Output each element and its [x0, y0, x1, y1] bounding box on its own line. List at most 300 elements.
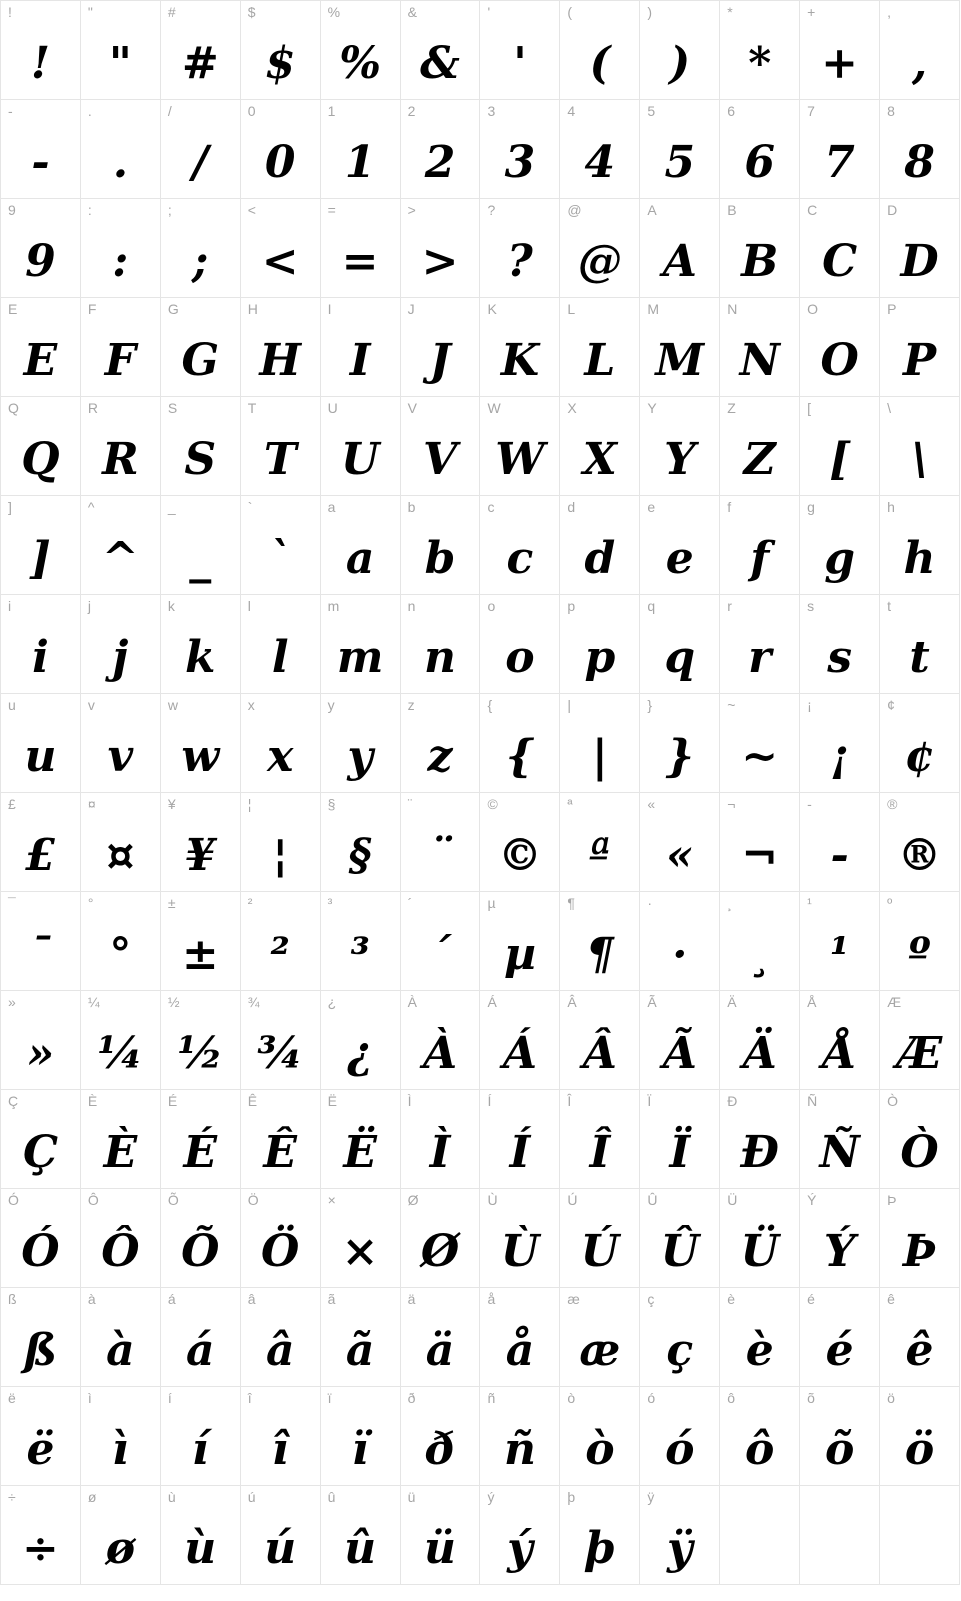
glyph-preview: _ — [189, 533, 212, 584]
glyph-cell — [560, 1288, 640, 1387]
glyph-preview: S — [184, 434, 217, 485]
glyph-preview: { — [505, 731, 535, 782]
glyph-cell-label: Ô — [87, 1192, 99, 1208]
glyph-cell-label: ß — [8, 1291, 17, 1307]
glyph-preview: â — [265, 1325, 295, 1376]
glyph-cell-label: ô — [727, 1390, 736, 1406]
glyph-preview: | — [591, 731, 608, 782]
glyph-cell — [880, 595, 960, 694]
glyph-cell-label: ) — [647, 4, 652, 20]
glyph-preview: ¹ — [829, 929, 850, 980]
glyph-cell-label: ( — [567, 4, 573, 20]
glyph-preview: % — [339, 38, 382, 89]
glyph-cell-label: Ë — [327, 1093, 337, 1109]
glyph-cell — [560, 199, 640, 298]
glyph-preview: k — [185, 632, 216, 683]
glyph-cell — [880, 1, 960, 100]
glyph-cell — [1, 793, 81, 892]
glyph-cell-label: ¨ — [407, 796, 413, 812]
glyph-preview: ¿ — [347, 1028, 373, 1079]
glyph-preview: ? — [507, 236, 533, 287]
glyph-cell — [720, 595, 800, 694]
glyph-cell-label: ' — [487, 4, 491, 20]
glyph-preview: F — [104, 335, 136, 386]
glyph-preview: ³ — [350, 929, 370, 980]
glyph-cell — [720, 298, 800, 397]
glyph-cell-label: º — [887, 895, 893, 911]
glyph-cell — [401, 1, 481, 100]
glyph-preview: Î — [589, 1127, 611, 1178]
glyph-cell — [800, 100, 880, 199]
glyph-cell — [880, 892, 960, 991]
glyph-cell — [880, 991, 960, 1090]
glyph-preview: \ — [911, 434, 928, 485]
glyph-cell — [880, 1486, 960, 1585]
glyph-cell-label: Ç — [8, 1093, 19, 1109]
glyph-cell — [81, 595, 161, 694]
glyph-preview: × — [341, 1226, 379, 1277]
glyph-preview: ! — [30, 38, 51, 89]
glyph-cell-label: V — [407, 400, 417, 416]
glyph-cell-label: 4 — [567, 103, 576, 119]
glyph-cell — [81, 1189, 161, 1288]
glyph-preview: Õ — [181, 1226, 220, 1277]
glyph-cell-label: q — [647, 598, 656, 614]
glyph-preview: ª — [589, 830, 611, 881]
glyph-preview: z — [427, 731, 453, 782]
glyph-cell-label: µ — [487, 895, 496, 911]
glyph-cell — [161, 100, 241, 199]
glyph-cell — [560, 1486, 640, 1585]
glyph-preview: ¢ — [904, 731, 935, 782]
glyph-cell-label: k — [167, 598, 175, 614]
glyph-cell-label: Í — [487, 1093, 492, 1109]
glyph-cell-label: + — [807, 4, 816, 20]
glyph-cell — [720, 694, 800, 793]
glyph-cell-label: Å — [807, 994, 817, 1010]
glyph-cell-label: ¥ — [167, 796, 176, 812]
glyph-cell — [480, 199, 560, 298]
glyph-preview: = — [341, 236, 379, 287]
glyph-cell — [480, 397, 560, 496]
glyph-cell — [800, 298, 880, 397]
glyph-preview: Ï — [669, 1127, 691, 1178]
glyph-preview: ã — [345, 1325, 375, 1376]
glyph-cell — [880, 694, 960, 793]
glyph-cell — [81, 1090, 161, 1189]
glyph-cell — [640, 1486, 720, 1585]
glyph-cell-label: à — [87, 1291, 96, 1307]
glyph-cell — [81, 892, 161, 991]
glyph-cell — [1, 1090, 81, 1189]
glyph-cell-label: ] — [8, 499, 12, 515]
glyph-cell-label: á — [167, 1291, 176, 1307]
glyph-cell-label: ñ — [487, 1390, 496, 1406]
glyph-cell-label: } — [647, 697, 653, 713]
glyph-cell-label: Ú — [567, 1192, 578, 1208]
glyph-preview: g — [824, 533, 855, 584]
glyph-cell — [880, 496, 960, 595]
glyph-cell-label: ý — [487, 1489, 495, 1505]
glyph-preview: J — [429, 335, 451, 386]
glyph-cell — [720, 793, 800, 892]
glyph-cell-label: O — [807, 301, 819, 317]
glyph-preview: K — [500, 335, 540, 386]
glyph-cell-label: ò — [567, 1390, 576, 1406]
glyph-cell-label: § — [327, 796, 336, 812]
glyph-cell-label: é — [807, 1291, 815, 1307]
glyph-cell — [720, 1, 800, 100]
glyph-preview: þ — [584, 1523, 616, 1574]
glyph-cell-label: È — [87, 1093, 98, 1109]
glyph-preview: O — [820, 335, 859, 386]
glyph-preview: Q — [21, 434, 60, 485]
glyph-preview: ¬ — [741, 830, 779, 881]
glyph-cell — [560, 1387, 640, 1486]
glyph-cell-label: Ò — [887, 1093, 898, 1109]
glyph-cell-label: Ø — [407, 1192, 419, 1208]
glyph-preview: Ô — [101, 1226, 140, 1277]
glyph-preview: / — [192, 137, 209, 188]
glyph-cell — [1, 1, 81, 100]
glyph-preview: Ã — [662, 1028, 697, 1079]
glyph-cell — [880, 1387, 960, 1486]
glyph-cell — [480, 1090, 560, 1189]
glyph-cell-label: 6 — [727, 103, 736, 119]
glyph-cell-label: " — [87, 4, 93, 20]
glyph-preview: W — [495, 434, 545, 485]
glyph-preview: ) — [669, 38, 691, 89]
glyph-cell-label: Ê — [247, 1093, 258, 1109]
glyph-cell — [1, 1486, 81, 1585]
glyph-cell — [401, 694, 481, 793]
glyph-preview: ¤ — [106, 830, 135, 881]
glyph-cell-label: Y — [647, 400, 657, 416]
glyph-preview: . — [112, 137, 129, 188]
glyph-cell — [480, 595, 560, 694]
glyph-cell-label: ¬ — [727, 796, 736, 812]
glyph-cell — [720, 1090, 800, 1189]
glyph-preview: è — [745, 1325, 774, 1376]
glyph-cell — [161, 1189, 241, 1288]
glyph-preview: m — [336, 632, 384, 683]
glyph-cell — [321, 1387, 401, 1486]
glyph-preview: í — [191, 1424, 209, 1475]
glyph-cell — [241, 397, 321, 496]
glyph-preview: a — [345, 533, 375, 584]
glyph-cell — [720, 1189, 800, 1288]
glyph-preview: A — [662, 236, 697, 287]
glyph-preview: Â — [582, 1028, 617, 1079]
glyph-cell-label: j — [87, 598, 92, 614]
glyph-preview: 1 — [344, 137, 376, 188]
glyph-preview: Ð — [740, 1127, 779, 1178]
glyph-preview: Ñ — [819, 1127, 860, 1178]
glyph-cell — [401, 892, 481, 991]
glyph-preview: U — [340, 434, 380, 485]
glyph-preview: ( — [589, 38, 611, 89]
glyph-cell — [480, 1, 560, 100]
glyph-preview: ê — [905, 1325, 934, 1376]
glyph-preview: ù — [184, 1523, 217, 1574]
glyph-preview: È — [103, 1127, 138, 1178]
glyph-preview: Y — [664, 434, 696, 485]
glyph-cell-label: è — [727, 1291, 736, 1307]
glyph-preview: Í — [509, 1127, 531, 1178]
glyph-cell-label: i — [8, 598, 12, 614]
glyph-preview: < — [261, 236, 299, 287]
glyph-cell — [241, 793, 321, 892]
glyph-cell — [81, 694, 161, 793]
glyph-preview: ò — [585, 1424, 615, 1475]
glyph-cell — [560, 595, 640, 694]
glyph-preview: B — [741, 236, 779, 287]
glyph-cell-label: n — [407, 598, 416, 614]
glyph-cell-label: G — [167, 301, 179, 317]
glyph-preview: C — [822, 236, 858, 287]
glyph-preview: µ — [503, 929, 537, 980]
glyph-preview: o — [505, 632, 535, 683]
glyph-cell-label: ë — [8, 1390, 16, 1406]
glyph-preview: Ø — [420, 1226, 460, 1277]
glyph-cell-label: ä — [407, 1291, 416, 1307]
glyph-cell-label: Ó — [8, 1192, 19, 1208]
glyph-cell — [241, 1189, 321, 1288]
glyph-preview: Ç — [22, 1127, 58, 1178]
glyph-preview: ~ — [741, 731, 779, 782]
glyph-cell-label: c — [487, 499, 495, 515]
glyph-preview: Ö — [261, 1226, 300, 1277]
glyph-cell-label: ° — [87, 895, 94, 911]
glyph-preview: j — [112, 632, 129, 683]
glyph-cell — [880, 199, 960, 298]
glyph-preview: å — [505, 1325, 535, 1376]
glyph-preview: Ù — [500, 1226, 540, 1277]
glyph-cell-label: a — [327, 499, 336, 515]
glyph-preview: - — [830, 830, 849, 881]
glyph-cell — [321, 793, 401, 892]
glyph-cell-label: m — [327, 598, 340, 614]
glyph-preview: ð — [425, 1424, 455, 1475]
glyph-cell-label: ã — [327, 1291, 336, 1307]
glyph-preview: ¸ — [748, 929, 771, 980]
glyph-cell-label: Â — [567, 994, 577, 1010]
glyph-preview: É — [183, 1127, 218, 1178]
glyph-cell — [880, 1189, 960, 1288]
glyph-preview: ú — [264, 1523, 297, 1574]
glyph-preview: ^ — [101, 533, 139, 584]
glyph-cell — [161, 199, 241, 298]
glyph-cell-label: ¼ — [87, 994, 100, 1010]
glyph-preview: 6 — [744, 137, 775, 188]
glyph-cell — [401, 298, 481, 397]
glyph-cell-label: & — [407, 4, 417, 20]
glyph-cell-label: ª — [567, 796, 573, 812]
glyph-cell-label: · — [647, 895, 652, 911]
glyph-preview: ü — [424, 1523, 457, 1574]
glyph-cell-label: w — [167, 697, 178, 713]
glyph-cell — [1, 199, 81, 298]
glyph-preview: p — [584, 632, 616, 683]
glyph-cell — [321, 199, 401, 298]
glyph-preview: à — [106, 1325, 135, 1376]
glyph-cell-label: ¯ — [8, 895, 16, 911]
glyph-preview: c — [506, 533, 534, 584]
glyph-cell-label: e — [647, 499, 656, 515]
glyph-preview: 3 — [504, 137, 536, 188]
glyph-preview: G — [181, 335, 220, 386]
glyph-cell — [241, 1486, 321, 1585]
glyph-cell — [401, 1486, 481, 1585]
glyph-cell — [401, 397, 481, 496]
glyph-cell — [401, 595, 481, 694]
glyph-cell-label: ð — [407, 1390, 416, 1406]
glyph-cell — [560, 496, 640, 595]
glyph-cell-label: û — [327, 1489, 336, 1505]
glyph-cell-label: Ù — [487, 1192, 498, 1208]
glyph-preview: Æ — [896, 1028, 943, 1079]
glyph-cell — [640, 199, 720, 298]
glyph-cell — [401, 1090, 481, 1189]
glyph-cell — [1, 1288, 81, 1387]
glyph-cell-label: x — [247, 697, 255, 713]
glyph-cell — [560, 1189, 640, 1288]
glyph-cell-label: K — [487, 301, 497, 317]
glyph-cell-label: ê — [887, 1291, 895, 1307]
glyph-cell-label: ¹ — [807, 895, 812, 911]
glyph-cell — [640, 892, 720, 991]
glyph-preview: ` — [269, 533, 292, 584]
glyph-preview: + — [821, 38, 859, 89]
glyph-cell — [161, 1486, 241, 1585]
glyph-cell — [560, 1, 640, 100]
glyph-cell — [81, 1, 161, 100]
glyph-cell-label: ¿ — [327, 994, 337, 1010]
glyph-cell-label: s — [807, 598, 815, 614]
glyph-cell-label: Ï — [647, 1093, 652, 1109]
glyph-preview: æ — [579, 1325, 621, 1376]
glyph-preview: ° — [109, 929, 132, 980]
glyph-cell-label: = — [327, 202, 336, 218]
glyph-cell — [1, 1189, 81, 1288]
glyph-cell — [321, 1, 401, 100]
glyph-cell — [161, 694, 241, 793]
glyph-preview: ô — [745, 1424, 775, 1475]
glyph-cell-label: ² — [247, 895, 253, 911]
glyph-cell-label: [ — [807, 400, 812, 416]
glyph-preview: ¨ — [429, 830, 452, 881]
glyph-preview: Å — [822, 1028, 857, 1079]
glyph-preview: $ — [264, 38, 296, 89]
glyph-cell — [560, 694, 640, 793]
glyph-cell — [321, 694, 401, 793]
glyph-cell — [401, 199, 481, 298]
glyph-cell-label: S — [167, 400, 178, 416]
glyph-cell — [880, 1090, 960, 1189]
glyph-cell — [241, 1288, 321, 1387]
glyph-cell — [81, 397, 161, 496]
glyph-cell-label: ½ — [167, 994, 180, 1010]
glyph-preview: Ä — [742, 1028, 777, 1079]
glyph-cell — [321, 397, 401, 496]
glyph-cell — [480, 892, 560, 991]
glyph-cell — [720, 892, 800, 991]
glyph-cell — [720, 100, 800, 199]
glyph-cell-label: H — [247, 301, 258, 317]
glyph-cell-label: ÿ — [647, 1489, 655, 1505]
glyph-cell — [321, 1288, 401, 1387]
glyph-cell-label: 9 — [8, 202, 16, 218]
glyph-preview: Ë — [343, 1127, 377, 1178]
glyph-preview: Ü — [740, 1226, 779, 1277]
glyph-cell — [800, 892, 880, 991]
glyph-preview: x — [267, 731, 294, 782]
glyph-cell-label: W — [487, 400, 501, 416]
glyph-cell — [1, 397, 81, 496]
glyph-cell — [1, 100, 81, 199]
glyph-cell-label: > — [407, 202, 416, 218]
glyph-cell — [401, 991, 481, 1090]
glyph-preview: H — [259, 335, 301, 386]
glyph-cell-label: ¢ — [887, 697, 895, 713]
glyph-preview: û — [344, 1523, 377, 1574]
glyph-preview: r — [748, 632, 772, 683]
glyph-cell-label: N — [727, 301, 738, 317]
glyph-cell-label: 3 — [487, 103, 496, 119]
glyph-preview: # — [181, 38, 219, 89]
glyph-preview: Ý — [823, 1226, 856, 1277]
glyph-cell — [800, 397, 880, 496]
glyph-preview: Ú — [580, 1226, 620, 1277]
glyph-cell-label: « — [647, 796, 656, 812]
glyph-preview: 2 — [424, 137, 456, 188]
glyph-cell-label: ç — [647, 1291, 655, 1307]
glyph-cell — [1, 991, 81, 1090]
glyph-cell — [241, 595, 321, 694]
glyph-preview: ] — [30, 533, 51, 584]
glyph-preview: h — [903, 533, 936, 584]
glyph-cell-label: £ — [8, 796, 16, 812]
glyph-preview: « — [666, 830, 694, 881]
glyph-preview: ñ — [503, 1424, 536, 1475]
glyph-cell-label: î — [247, 1390, 252, 1406]
glyph-preview: Û — [660, 1226, 699, 1277]
glyph-cell-label: ¸ — [727, 895, 732, 911]
glyph-cell-label: , — [887, 4, 891, 20]
glyph-preview: s — [827, 632, 852, 683]
glyph-preview: N — [739, 335, 780, 386]
glyph-cell — [241, 298, 321, 397]
glyph-preview: õ — [824, 1424, 855, 1475]
glyph-cell-label: - — [8, 103, 13, 119]
glyph-cell-label: ® — [887, 796, 898, 812]
glyph-cell-label: ¾ — [247, 994, 260, 1010]
glyph-cell — [321, 298, 401, 397]
glyph-cell — [640, 100, 720, 199]
glyph-preview: X — [582, 434, 617, 485]
glyph-preview: ¾ — [257, 1028, 304, 1079]
glyph-cell-label: ¤ — [87, 796, 96, 812]
glyph-cell-label: B — [727, 202, 737, 218]
glyph-cell — [800, 1288, 880, 1387]
glyph-cell — [480, 100, 560, 199]
glyph-cell — [321, 991, 401, 1090]
glyph-cell-label: I — [327, 301, 332, 317]
glyph-cell — [1, 496, 81, 595]
glyph-cell — [480, 1486, 560, 1585]
glyph-cell — [880, 298, 960, 397]
glyph-preview: u — [24, 731, 57, 782]
